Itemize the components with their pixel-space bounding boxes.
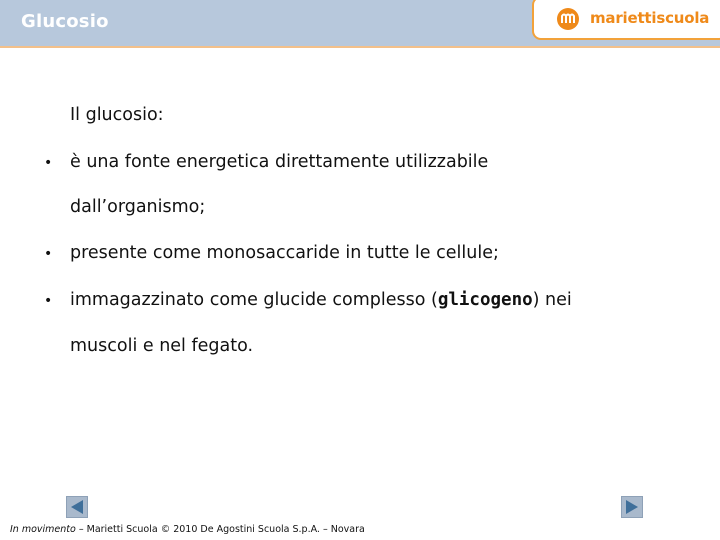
book-title: In movimento xyxy=(10,524,76,535)
bullet-marker: • xyxy=(44,293,53,309)
copyright-footer xyxy=(10,524,365,535)
bullet-3-text: immagazzinato come glucide complesso ( xyxy=(70,290,438,310)
bullet-marker: • xyxy=(44,246,53,262)
triangle-right-icon xyxy=(624,499,640,515)
bullet-marker: • xyxy=(44,155,53,171)
bullet-3-line-1 xyxy=(70,290,572,310)
bullet-2-line-1: presente come monosaccaride in tutte le cellule; xyxy=(70,243,499,263)
triangle-left-icon xyxy=(69,499,85,515)
mm-logo-icon xyxy=(556,7,584,31)
bullet-1-line-2: dall’organismo; xyxy=(70,197,206,217)
intro-text: Il glucosio: xyxy=(70,105,164,125)
brand-name: mariettiscuola xyxy=(590,9,710,27)
bullet-3-text-end: ) nei xyxy=(532,290,572,310)
bullet-1-line-1: è una fonte energetica direttamente utilizzabile xyxy=(70,152,489,172)
glicogeno-term: glicogeno xyxy=(437,290,533,310)
header-divider xyxy=(0,46,720,48)
slide-title: Glucosio xyxy=(21,11,109,32)
previous-slide-button[interactable] xyxy=(66,496,88,518)
copyright-text: – Marietti Scuola © 2010 De Agostini Scuola S.p.A. – Novara xyxy=(75,524,365,535)
brand-logo xyxy=(532,0,720,40)
bullet-3-line-2: muscoli e nel fegato. xyxy=(70,336,254,356)
next-slide-button[interactable] xyxy=(621,496,643,518)
